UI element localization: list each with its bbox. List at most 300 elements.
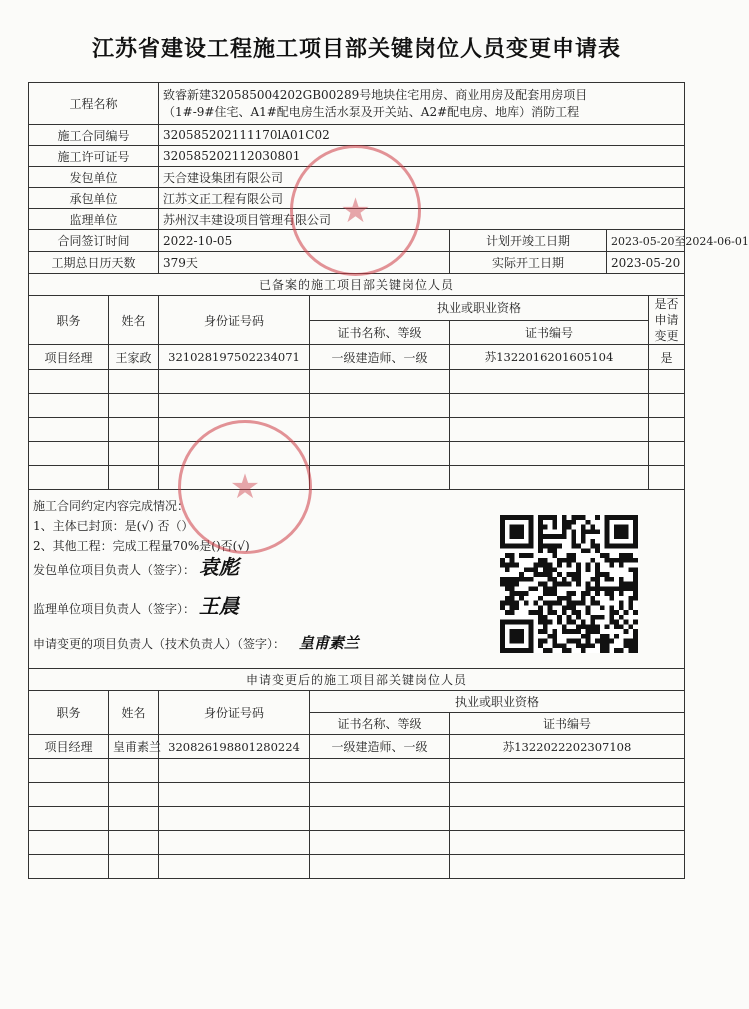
qr-module (581, 515, 586, 520)
qr-module (538, 558, 543, 563)
qr-module (590, 601, 595, 606)
filed-role: 项目经理 (29, 345, 109, 370)
qr-module (543, 544, 548, 549)
qr-module (605, 544, 610, 549)
qr-module (605, 586, 610, 591)
duration-label: 工期总日历天数 (29, 252, 159, 274)
qr-module (619, 615, 624, 620)
qr-module (628, 624, 633, 629)
qr-module (562, 529, 567, 534)
qr-module (543, 582, 548, 587)
qr-module (595, 567, 600, 572)
qr-module (562, 643, 567, 648)
qr-module (505, 553, 510, 558)
qr-module (552, 634, 557, 639)
qr-module (524, 620, 529, 625)
qr-module (510, 577, 515, 582)
empty-row (29, 807, 685, 831)
qr-module (571, 620, 576, 625)
qr-module (538, 582, 543, 587)
qr-module (567, 563, 572, 568)
qr-module (586, 582, 591, 587)
empty-row (29, 466, 685, 490)
qr-module (510, 601, 515, 606)
qr-module (543, 534, 548, 539)
qr-module (524, 553, 529, 558)
qr-module (505, 515, 510, 520)
qr-module (633, 639, 638, 644)
filed-header-role: 职务 (29, 296, 109, 345)
qr-module (552, 582, 557, 587)
qr-module (633, 544, 638, 549)
qr-module (500, 605, 505, 610)
qr-module (500, 525, 505, 530)
qr-module (510, 629, 515, 634)
qr-module (538, 520, 543, 525)
qr-module (586, 634, 591, 639)
after-id: 320826198801280224 (159, 735, 310, 759)
qr-module (548, 591, 553, 596)
qr-module (619, 586, 624, 591)
qr-module (609, 558, 614, 563)
qr-module (619, 529, 624, 534)
qr-module (529, 539, 534, 544)
qr-module (628, 558, 633, 563)
qr-module (605, 529, 610, 534)
qr-module (505, 610, 510, 615)
qr-module (633, 539, 638, 544)
qr-module (567, 520, 572, 525)
qr-module (538, 515, 543, 520)
qr-module (529, 544, 534, 549)
qr-module (576, 572, 581, 577)
qr-module (571, 534, 576, 539)
qr-module (609, 615, 614, 620)
qr-module (529, 586, 534, 591)
sign-date-label: 合同签订时间 (29, 230, 159, 252)
qr-module (543, 572, 548, 577)
qr-module (586, 639, 591, 644)
qr-module (538, 529, 543, 534)
qr-module (586, 624, 591, 629)
qr-module (628, 639, 633, 644)
qr-module (581, 601, 586, 606)
form-title: 江苏省建设工程施工项目部关键岗位人员变更申请表 (91, 36, 621, 62)
qr-module (514, 577, 519, 582)
after-section-title: 申请变更后的施工项目部关键岗位人员 (29, 669, 685, 691)
after-header-cert-name: 证书名称、等级 (310, 713, 450, 735)
filed-header-name: 姓名 (109, 296, 159, 345)
qr-module (614, 648, 619, 653)
qr-module (567, 639, 572, 644)
qr-module (633, 567, 638, 572)
qr-module (619, 563, 624, 568)
qr-module (538, 572, 543, 577)
qr-module (571, 544, 576, 549)
qr-module (543, 586, 548, 591)
qr-module (529, 577, 534, 582)
client-signature: 袁彪 (198, 555, 239, 579)
qr-module (619, 544, 624, 549)
qr-module (505, 620, 510, 625)
qr-module (548, 548, 553, 553)
qr-module (562, 582, 567, 587)
qr-module (619, 591, 624, 596)
qr-module (538, 563, 543, 568)
qr-module (609, 591, 614, 596)
qr-module (628, 553, 633, 558)
qr-module (567, 582, 572, 587)
qr-module (590, 539, 595, 544)
qr-module (605, 553, 610, 558)
qr-module (628, 605, 633, 610)
qr-module (624, 586, 629, 591)
qr-module (519, 596, 524, 601)
qr-module (514, 544, 519, 549)
qr-module (567, 553, 572, 558)
qr-module (567, 596, 572, 601)
filed-header-qualification: 执业或职业资格 (310, 296, 649, 321)
qr-module (529, 529, 534, 534)
qr-module (576, 582, 581, 587)
qr-module (614, 624, 619, 629)
qr-module (600, 615, 605, 620)
qr-module (519, 529, 524, 534)
qr-module (557, 582, 562, 587)
qr-module (510, 558, 515, 563)
qr-module (557, 601, 562, 606)
qr-module (586, 548, 591, 553)
qr-module (500, 601, 505, 606)
qr-module (557, 596, 562, 601)
qr-module (543, 591, 548, 596)
qr-module (600, 553, 605, 558)
qr-module (633, 582, 638, 587)
qr-module (590, 544, 595, 549)
filed-name: 王家政 (109, 345, 159, 370)
empty-row (29, 442, 685, 466)
qr-module (576, 577, 581, 582)
qr-module (576, 624, 581, 629)
qr-module (543, 525, 548, 530)
qr-module (519, 639, 524, 644)
qr-code (500, 515, 638, 653)
qr-module (562, 525, 567, 530)
qr-module (548, 534, 553, 539)
qr-module (595, 582, 600, 587)
qr-module (543, 563, 548, 568)
qr-module (519, 572, 524, 577)
qr-module (514, 591, 519, 596)
qr-module (538, 615, 543, 620)
qr-module (595, 615, 600, 620)
contractor-label: 承包单位 (29, 188, 159, 209)
qr-module (533, 563, 538, 568)
qr-module (581, 534, 586, 539)
qr-module (595, 639, 600, 644)
empty-row (29, 855, 685, 879)
qr-module (552, 610, 557, 615)
filed-id: 321028197502234071 (159, 345, 310, 370)
empty-row (29, 370, 685, 394)
qr-module (552, 534, 557, 539)
qr-module (595, 544, 600, 549)
qr-module (605, 648, 610, 653)
qr-module (614, 620, 619, 625)
qr-module (576, 615, 581, 620)
qr-module (510, 563, 515, 568)
qr-module (590, 615, 595, 620)
qr-module (624, 643, 629, 648)
qr-module (510, 591, 515, 596)
qr-module (600, 634, 605, 639)
qr-module (624, 534, 629, 539)
qr-module (586, 563, 591, 568)
qr-module (624, 558, 629, 563)
qr-module (557, 572, 562, 577)
qr-module (609, 610, 614, 615)
qr-module (505, 544, 510, 549)
qr-module (605, 534, 610, 539)
permit-no: 320585202112030801 (159, 146, 685, 167)
qr-module (571, 629, 576, 634)
qr-module (624, 529, 629, 534)
qr-module (548, 515, 553, 520)
qr-module (510, 596, 515, 601)
project-name-line2: （1#-9#住宅、A1#配电房生活水泵及开关站、A2#配电房、地库）消防工程 (163, 104, 580, 119)
qr-module (510, 529, 515, 534)
qr-module (514, 515, 519, 520)
qr-module (514, 601, 519, 606)
qr-module (562, 605, 567, 610)
qr-module (633, 520, 638, 525)
qr-module (581, 539, 586, 544)
qr-module (500, 582, 505, 587)
qr-module (529, 520, 534, 525)
condition-item-2: 2、其他工程：完成工程量70%是()否(√) (33, 539, 250, 553)
qr-module (600, 643, 605, 648)
qr-module (571, 553, 576, 558)
empty-row (29, 418, 685, 442)
qr-module (524, 591, 529, 596)
qr-module (562, 520, 567, 525)
qr-module (605, 639, 610, 644)
qr-module (500, 563, 505, 568)
qr-module (581, 648, 586, 653)
qr-module (557, 544, 562, 549)
filed-header-cert-name: 证书名称、等级 (310, 320, 450, 345)
qr-module (595, 572, 600, 577)
qr-module (514, 534, 519, 539)
qr-module (600, 648, 605, 653)
qr-module (605, 525, 610, 530)
qr-module (590, 643, 595, 648)
actual-start-label: 实际开工日期 (450, 252, 607, 274)
qr-module (605, 520, 610, 525)
permit-no-label: 施工许可证号 (29, 146, 159, 167)
qr-module (633, 572, 638, 577)
qr-module (614, 610, 619, 615)
qr-module (567, 525, 572, 530)
qr-module (628, 586, 633, 591)
qr-module (557, 615, 562, 620)
qr-module (500, 639, 505, 644)
qr-module (557, 620, 562, 625)
qr-module (552, 601, 557, 606)
qr-module (619, 648, 624, 653)
qr-module (543, 515, 548, 520)
qr-module (510, 620, 515, 625)
condition-item-1: 1、主体已封顶：是(√) 否（） (33, 519, 194, 533)
qr-module (529, 648, 534, 653)
qr-module (557, 563, 562, 568)
qr-module (624, 515, 629, 520)
qr-module (628, 596, 633, 601)
sign-date: 2022-10-05 (159, 230, 450, 252)
qr-module (571, 610, 576, 615)
qr-module (519, 577, 524, 582)
supervisor-signature-label: 监理单位项目负责人（签字）： (33, 602, 196, 616)
qr-module (633, 648, 638, 653)
qr-module (581, 624, 586, 629)
qr-module (576, 629, 581, 634)
qr-module (519, 515, 524, 520)
qr-module (538, 548, 543, 553)
change-application-form (28, 82, 749, 879)
project-name-line1: 致睿新建320585004202GB00289号地块住宅用房、商业用房及配套用房项目 (163, 87, 588, 102)
qr-module (567, 629, 572, 634)
qr-module (609, 605, 614, 610)
qr-module (624, 639, 629, 644)
qr-module (614, 525, 619, 530)
filed-cert-name: 一级建造师、一级 (310, 345, 450, 370)
qr-module (552, 544, 557, 549)
qr-module (576, 601, 581, 606)
qr-module (619, 534, 624, 539)
qr-module (543, 639, 548, 644)
qr-module (514, 620, 519, 625)
qr-module (619, 515, 624, 520)
qr-module (600, 639, 605, 644)
qr-module (552, 567, 557, 572)
qr-module (590, 558, 595, 563)
filed-changed: 是 (649, 345, 685, 370)
empty-row (29, 394, 685, 418)
qr-module (514, 639, 519, 644)
qr-module (571, 520, 576, 525)
duration: 379天 (159, 252, 450, 274)
after-cert-name: 一级建造师、一级 (310, 735, 450, 759)
qr-module (548, 634, 553, 639)
qr-module (524, 648, 529, 653)
qr-module (500, 515, 505, 520)
qr-module (562, 648, 567, 653)
qr-module (514, 629, 519, 634)
qr-module (571, 591, 576, 596)
qr-module (552, 515, 557, 520)
qr-module (624, 582, 629, 587)
qr-module (538, 539, 543, 544)
qr-module (581, 596, 586, 601)
qr-module (529, 515, 534, 520)
qr-module (557, 558, 562, 563)
qr-module (500, 534, 505, 539)
qr-module (529, 639, 534, 644)
qr-module (619, 577, 624, 582)
applicant-signature: 皇甫素兰 (298, 634, 359, 652)
qr-module (628, 648, 633, 653)
qr-module (571, 605, 576, 610)
qr-module (562, 610, 567, 615)
qr-module (529, 525, 534, 530)
qr-module (538, 596, 543, 601)
qr-module (548, 572, 553, 577)
conditions-heading: 施工合同约定内容完成情况： (33, 499, 190, 513)
qr-module (510, 586, 515, 591)
qr-module (595, 548, 600, 553)
qr-module (500, 620, 505, 625)
qr-module (633, 534, 638, 539)
qr-module (543, 567, 548, 572)
qr-module (633, 525, 638, 530)
qr-module (628, 515, 633, 520)
qr-module (524, 567, 529, 572)
qr-module (571, 572, 576, 577)
qr-module (628, 567, 633, 572)
qr-module (605, 624, 610, 629)
qr-module (510, 648, 515, 653)
qr-module (552, 577, 557, 582)
after-cert-no: 苏1322022202307108 (450, 735, 685, 759)
seal-star-icon: ★ (340, 190, 371, 231)
qr-module (586, 643, 591, 648)
filed-cert-no: 苏1322016201605104 (450, 345, 649, 370)
qr-module (529, 620, 534, 625)
qr-module (624, 620, 629, 625)
qr-module (586, 529, 591, 534)
qr-module (552, 553, 557, 558)
qr-module (533, 586, 538, 591)
qr-module (524, 601, 529, 606)
qr-module (533, 601, 538, 606)
qr-module (624, 544, 629, 549)
qr-module (576, 639, 581, 644)
qr-module (505, 577, 510, 582)
qr-module (633, 529, 638, 534)
qr-module (500, 643, 505, 648)
qr-module (533, 567, 538, 572)
qr-module (500, 648, 505, 653)
qr-module (567, 601, 572, 606)
qr-module (538, 534, 543, 539)
qr-module (633, 596, 638, 601)
qr-module (605, 634, 610, 639)
qr-module (624, 525, 629, 530)
qr-module (548, 577, 553, 582)
qr-module (633, 643, 638, 648)
qr-module (624, 629, 629, 634)
qr-module (514, 648, 519, 653)
qr-module (557, 643, 562, 648)
qr-module (609, 563, 614, 568)
qr-module (581, 591, 586, 596)
qr-module (590, 624, 595, 629)
qr-module (581, 548, 586, 553)
qr-module (500, 558, 505, 563)
qr-module (552, 520, 557, 525)
qr-module (562, 515, 567, 520)
after-header-id: 身份证号码 (159, 691, 310, 735)
